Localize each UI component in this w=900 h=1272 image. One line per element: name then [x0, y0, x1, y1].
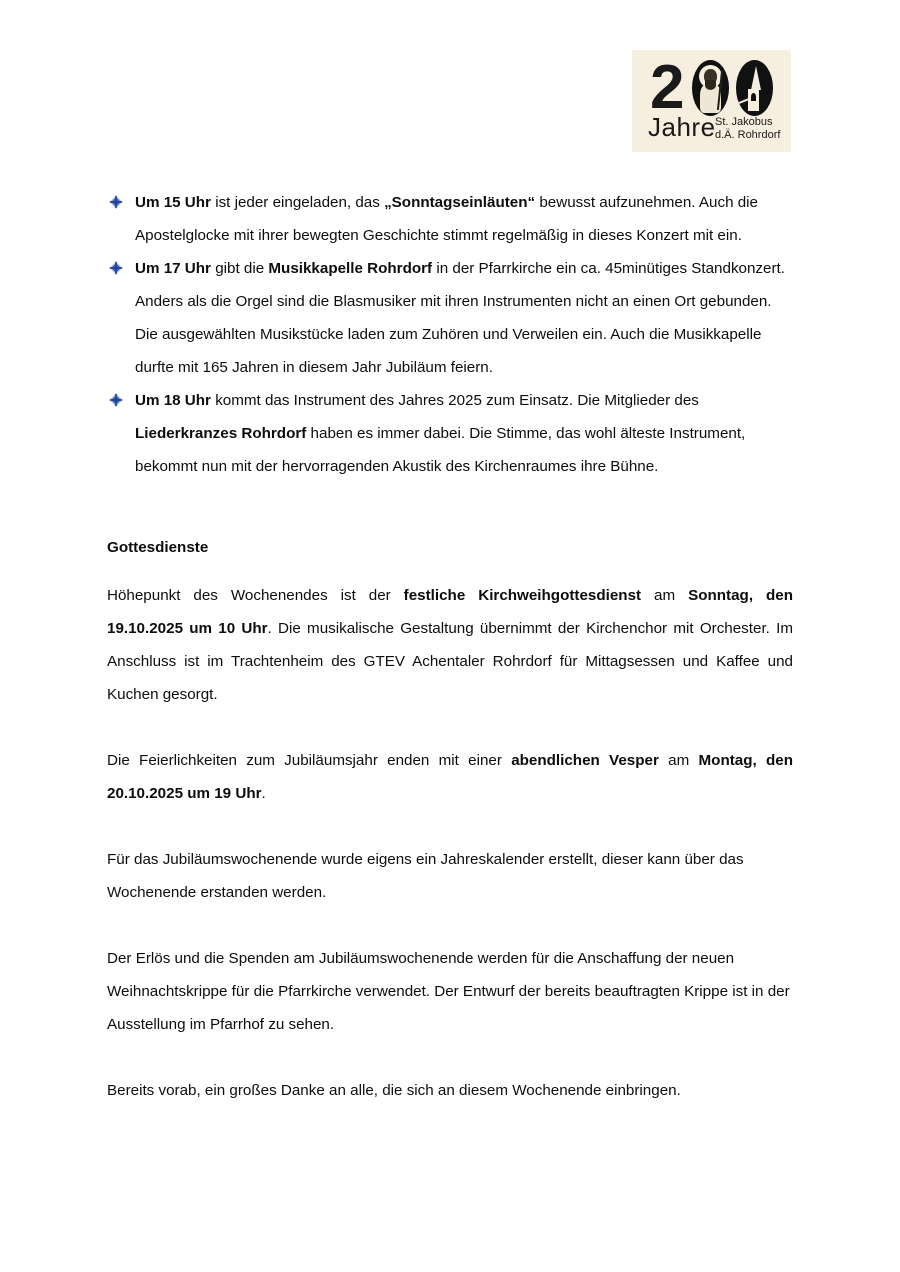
services-text-2: am — [641, 587, 689, 605]
vesper-text-2: am — [658, 752, 699, 770]
bullet-3-bold: Liederkranzes Rohrdorf — [135, 425, 307, 442]
document-content — [107, 186, 793, 1122]
logo-parish-label — [715, 116, 780, 142]
logo-parish-line-1: St. Jakobus — [715, 116, 773, 128]
diamond-cross-bullet-icon — [109, 261, 123, 275]
bullet-2-text-2: in der Pfarrkirche ein ca. 45minütiges Standkonzert. Anders als die Orgel sind die Blasmusiker mit ihren Instrumenten nicht an einen Ort gebunden. Die ausgewählten Musikstücke laden zum Zuhören und Verweilen ein. Auch die Musikkapelle durfte mit 165 Jahren in diesem Jahr Jubiläum feiern. — [135, 260, 785, 376]
church-spire-shape — [751, 66, 761, 90]
bullet-3-text-1: kommt das Instrument des Jahres 2025 zum Einsatz. Die Mitglieder des — [210, 392, 699, 409]
program-bullet-list — [107, 186, 793, 483]
diamond-cross-bullet-icon — [109, 195, 123, 209]
list-item — [107, 186, 793, 252]
vesper-paragraph — [107, 744, 793, 810]
services-text-3: . Die musikalische Gestaltung übernimmt der Kirchenchor mit Orchester. Im Anschluss ist im Trachtenheim des GTEV Achentaler Rohrdorf für Mittagsessen und Kaffee und Kuchen gesorgt. — [107, 620, 793, 704]
bullet-1-quote: „Sonntagseinläuten“ — [384, 194, 536, 211]
section-heading-gottesdienste: Gottesdienste — [107, 539, 209, 556]
bullet-1-text-2: bewusst aufzunehmen. Auch die Apostelglocke mit ihrer bewegten Geschichte stimmt regelmäßig in dieses Konzert mit ein. — [135, 194, 759, 244]
services-bold-2: Sonntag, den 19.10.2025 um 10 Uhr — [107, 587, 794, 638]
bullet-2-lead: Um 17 Uhr — [135, 260, 211, 277]
bullet-1-text-1: ist jeder eingeladen, das — [210, 194, 385, 211]
vesper-text-1: Die Feierlichkeiten zum Jubiläumsjahr enden mit einer — [107, 752, 512, 770]
list-item — [107, 384, 793, 483]
logo-jahre-label: Jahre — [648, 112, 716, 142]
logo-digit-two: 2 — [650, 53, 683, 122]
church-window-shape — [751, 93, 756, 101]
saint-jakobus-icon — [692, 60, 729, 116]
bullet-3-lead: Um 18 Uhr — [135, 392, 211, 409]
vesper-text-3: . — [261, 785, 266, 803]
logo-parish-line-2: d.Ä. Rohrdorf — [715, 129, 781, 141]
vesper-bold-2: Montag, den 20.10.2025 um 19 Uhr — [107, 752, 793, 803]
diamond-cross-bullet-icon — [109, 393, 123, 407]
services-bold-1: festliche Kirchweihgottesdienst — [403, 587, 642, 605]
church-steeple-icon — [736, 60, 773, 116]
vesper-bold-1: abendlichen Vesper — [511, 752, 659, 770]
services-text-1: Höhepunkt des Wochenendes ist der — [107, 587, 404, 605]
logo-inner — [632, 50, 791, 152]
anniversary-logo — [632, 50, 791, 152]
calendar-paragraph: Für das Jubiläumswochenende wurde eigens ein Jahreskalender erstellt, dieser kann über das Wochenende erstanden werden. — [107, 851, 744, 902]
bullet-1-lead: Um 15 Uhr — [135, 194, 211, 211]
saint-beard-shape — [705, 80, 716, 90]
list-item — [107, 252, 793, 384]
bullet-2-bold: Musikkapelle Rohrdorf — [268, 260, 433, 277]
services-paragraph — [107, 579, 793, 711]
bullet-3-text-2: haben es immer dabei. Die Stimme, das wohl älteste Instrument, bekommt nun mit der hervorragenden Akustik des Kirchenraumes ihre Bühne. — [135, 425, 746, 475]
thanks-paragraph: Bereits vorab, ein großes Danke an alle, die sich an diesem Wochenende einbringen. — [107, 1082, 681, 1100]
bullet-2-text-1: gibt die — [210, 260, 269, 277]
donations-paragraph: Der Erlös und die Spenden am Jubiläumswochenende werden für die Anschaffung der neuen Weihnachtskrippe für die Pfarrkirche verwendet. Der Entwurf der bereits beauftragten Krippe ist in der Ausstellung im Pfarrhof zu sehen. — [107, 950, 790, 1034]
